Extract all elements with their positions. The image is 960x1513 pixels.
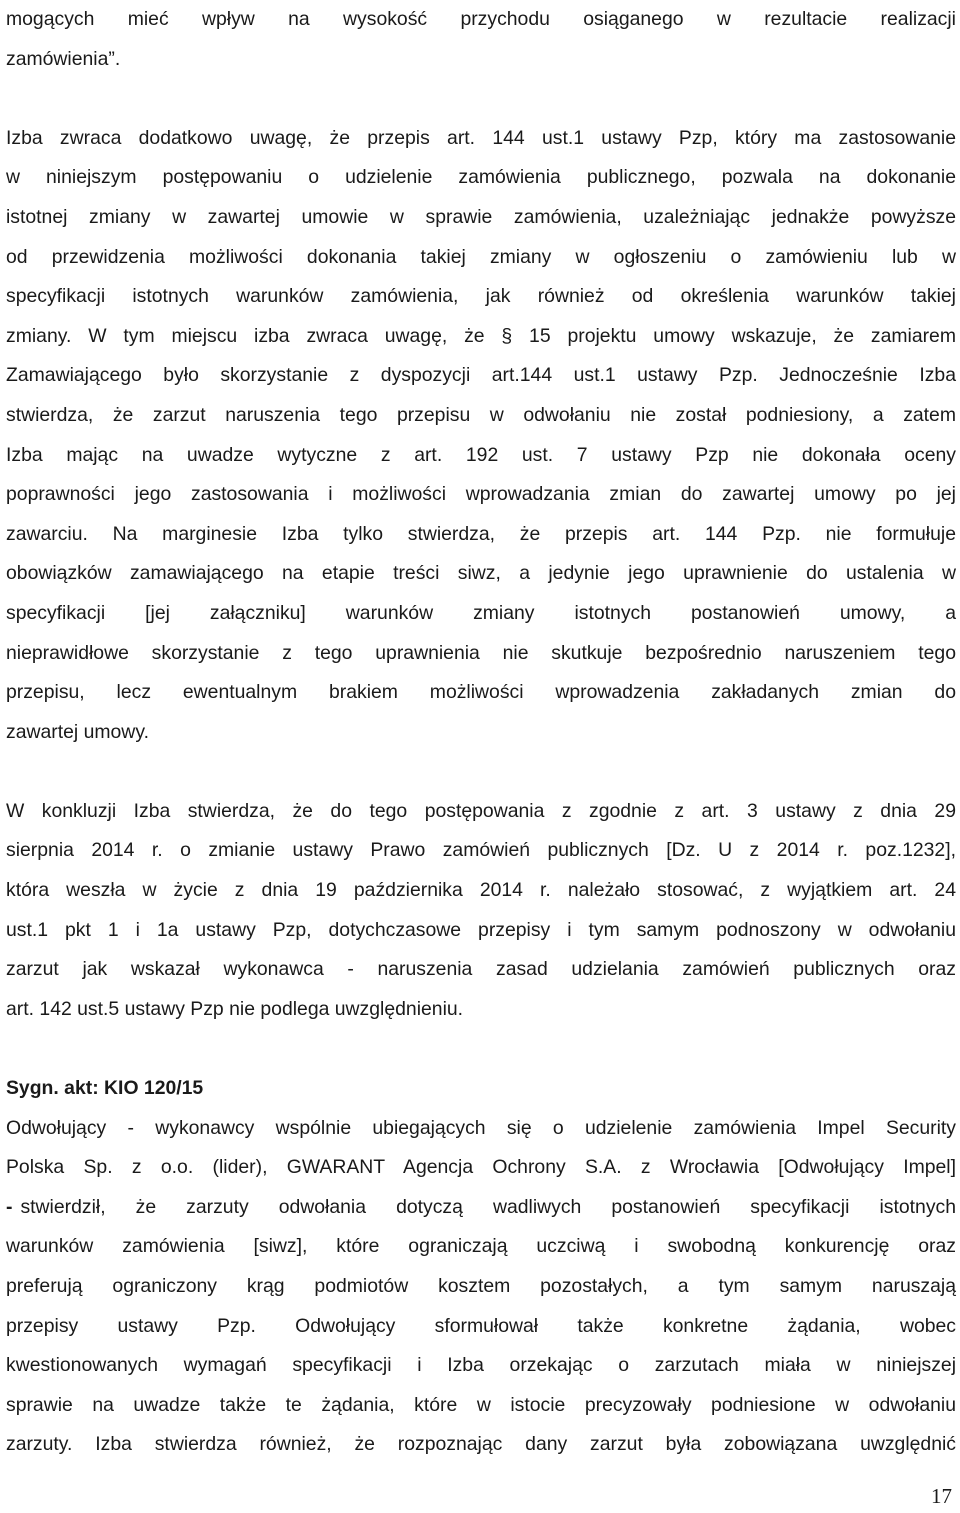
text-line: specyfikacji [jej załączniku] warunków zmiany istotnych postanowień umowy, a xyxy=(6,601,956,624)
page-number: 17 xyxy=(931,1484,952,1508)
text-line: zmiany. W tym miejscu izba zwraca uwagę, że § 15 projektu umowy wskazuje, że zamiarem xyxy=(6,324,956,347)
text-line: nieprawidłowe skorzystanie z tego uprawnienia nie skutkuje bezpośrednio naruszeniem tego xyxy=(6,641,956,664)
paragraph-spacer xyxy=(6,79,956,119)
document-page xyxy=(6,0,956,1465)
text-line: obowiązków zamawiającego na etapie treści siwz, a jedynie jego uprawnienie do ustalenia w xyxy=(6,562,956,585)
text-line: kwestionowanych wymagań specyfikacji i Izba orzekając o zarzutach miała w niniejszej xyxy=(6,1354,956,1377)
text-line: mogących mieć wpływ na wysokość przychodu osiąganego w rezultacie realizacji xyxy=(6,8,956,30)
text-line: zarzut jak wskazał wykonawca - naruszenia zasad udzielania zamówień publicznych oraz xyxy=(6,958,956,981)
paragraph-appellant xyxy=(6,1109,956,1465)
case-heading: Sygn. akt: KIO 120/15 xyxy=(6,1077,204,1100)
text-line: ust.1 pkt 1 i 1a ustawy Pzp, dotychczasowe przepisy i tym samym podnoszony w odwołaniu xyxy=(6,918,956,941)
text-line: przepisy ustawy Pzp. Odwołujący sformułował także konkretne żądania, wobec xyxy=(6,1314,956,1337)
paragraph-spacer xyxy=(6,752,956,792)
text-line-rest: stwierdził, że zarzuty odwołania dotyczą wadliwych postanowień specyfikacji istotnych xyxy=(20,1195,956,1218)
text-line: Polska Sp. z o.o. (lider), GWARANT Agencja Ochrony S.A. z Wrocławia [Odwołujący Impel] xyxy=(6,1156,956,1179)
text-line-with-dash xyxy=(6,1188,956,1228)
text-line: od przewidzenia możliwości dokonania takiej zmiany w ogłoszeniu o zamówieniu lub w xyxy=(6,245,956,268)
paragraph-art-144 xyxy=(6,119,956,753)
paragraph-continuation xyxy=(6,0,956,79)
bold-dash: - xyxy=(6,1195,13,1218)
text-line: zarzuty. Izba stwierdza również, że rozpoznając dany zarzut była zobowiązana uwzględnić xyxy=(6,1433,956,1456)
text-line: zamówienia”. xyxy=(6,47,121,70)
text-line: stwierdza, że zarzut naruszenia tego przepisu w odwołaniu nie został podniesiony, a zatem xyxy=(6,403,956,426)
text-line: specyfikacji istotnych warunków zamówienia, jak również od określenia warunków takiej xyxy=(6,285,956,308)
text-line: warunków zamówienia [siwz], które ograniczają uczciwą i swobodną konkurencję oraz xyxy=(6,1235,956,1258)
text-line: poprawności jego zastosowania i możliwości wprowadzania zmian do zawartej umowy po jej xyxy=(6,483,956,506)
text-line: przepisu, lecz ewentualnym brakiem możliwości wprowadzenia zakładanych zmian do xyxy=(6,681,956,704)
text-line: sierpnia 2014 r. o zmianie ustawy Prawo zamówień publicznych [Dz. U z 2014 r. poz.1232], xyxy=(6,839,956,862)
text-line: W konkluzji Izba stwierdza, że do tego postępowania z zgodnie z art. 3 ustawy z dnia 29 xyxy=(6,799,956,822)
text-line: Odwołujący - wykonawcy wspólnie ubiegających się o udzielenie zamówienia Impel Security xyxy=(6,1116,956,1139)
text-line: istotnej zmiany w zawartej umowie w sprawie zamówienia, uzależniając jednakże powyższe xyxy=(6,205,956,228)
paragraph-conclusion xyxy=(6,792,956,1030)
text-line: preferują ograniczony krąg podmiotów kosztem pozostałych, a tym samym naruszają xyxy=(6,1275,956,1297)
text-line: sprawie na uwadze także te żądania, które w istocie precyzowały podniesione w odwołaniu xyxy=(6,1393,956,1416)
text-line: Zamawiającego było skorzystanie z dyspozycji art.144 ust.1 ustawy Pzp. Jednocześnie Izba xyxy=(6,364,956,387)
text-line: Izba zwraca dodatkowo uwagę, że przepis art. 144 ust.1 ustawy Pzp, który ma zastosowanie xyxy=(6,126,956,149)
text-line: która weszła w życie z dnia 19 października 2014 r. należało stosować, z wyjątkiem art. 24 xyxy=(6,879,956,902)
text-line: zawarciu. Na marginesie Izba tylko stwierdza, że przepis art. 144 Pzp. nie formułuje xyxy=(6,522,956,545)
text-line: Izba mając na uwadze wytyczne z art. 192 ust. 7 ustawy Pzp nie dokonała oceny xyxy=(6,443,956,466)
paragraph-spacer xyxy=(6,1029,956,1069)
text-line: zawartej umowy. xyxy=(6,720,149,743)
text-line: w niniejszym postępowaniu o udzielenie zamówienia publicznego, pozwala na dokonanie xyxy=(6,166,956,189)
text-line: art. 142 ust.5 ustawy Pzp nie podlega uwzględnieniu. xyxy=(6,997,464,1020)
